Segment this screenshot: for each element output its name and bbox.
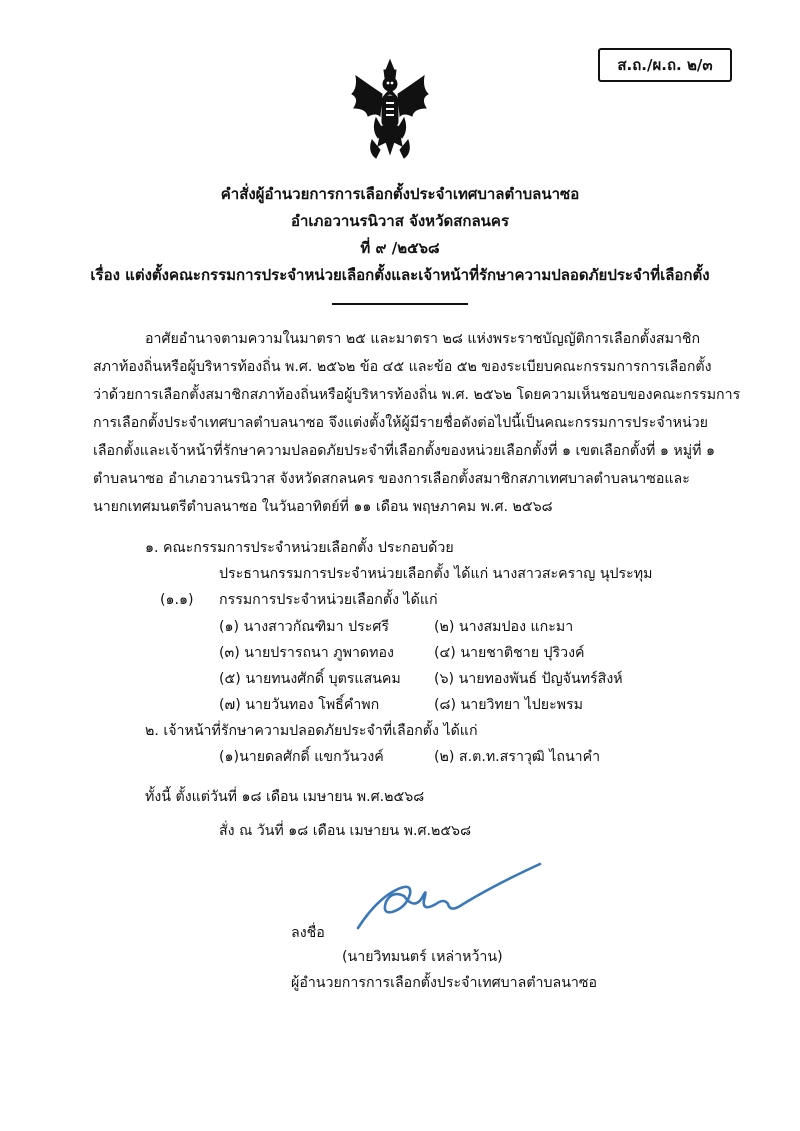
signer-position: ผู้อำนวยการการเลือกตั้งประจำเทศบาลตำบลนาซอ	[291, 975, 598, 991]
effective-date: ทั้งนี้ ตั้งแต่วันที่ ๑๘ เดือน เมษายน พ.ศ.๒๕๖๘	[145, 789, 425, 805]
order-date: สั่ง ณ วันที่ ๑๘ เดือน เมษายน พ.ศ.๒๕๖๘	[219, 823, 472, 839]
committee-member: (๔) นายชาติชาย ปุริวงค์	[434, 645, 585, 661]
body-line: นายกเทศมนตรีตำบลนาซอ ในวันอาทิตย์ที่ ๑๑ เดือน พฤษภาคม พ.ศ. ๒๕๖๘	[93, 499, 553, 515]
security-officer: (๑)นายดลศักดิ์ แขกวันวงค์	[219, 749, 384, 765]
district-province: อำเภอวานรนิวาส จังหวัดสกลนคร	[290, 212, 510, 230]
subsection-label: (๑.๑)	[160, 592, 194, 608]
body-line: ตำบลนาซอ อำเภอวานรนิวาส จังหวัดสกลนคร ของการเลือกตั้งสมาชิกสภาเทศบาลตำบลนาซอและ	[93, 471, 690, 487]
security-officer: (๒) ส.ต.ท.สราวุฒิ ไถนาคำ	[434, 749, 601, 765]
document-code-box	[598, 48, 732, 82]
body-line: สภาท้องถิ่นหรือผู้บริหารท้องถิ่น พ.ศ. ๒๕๖๒ ข้อ ๔๕ และข้อ ๕๒ ของระเบียบคณะกรรมการการเลือกตั้ง	[93, 359, 712, 375]
order-number: ที่ ๙ /๒๕๖๘	[360, 239, 440, 257]
committee-member: (๗) นายวันทอง โพธิ์คำพก	[219, 697, 380, 713]
signer-name: (นายวิทมนตร์ เหล่าหว้าน)	[342, 949, 503, 965]
section2-heading: ๒. เจ้าหน้าที่รักษาความปลอดภัยประจำที่เลือกตั้ง ได้แก่	[145, 723, 478, 739]
garuda-emblem-icon	[348, 58, 432, 162]
committee-member: (๓) นายปรารถนา ภูพาดทอง	[219, 645, 394, 661]
body-line: อาศัยอำนาจตามความในมาตรา ๒๕ และมาตรา ๒๘ แห่งพระราชบัญญัติการเลือกตั้งสมาชิก	[145, 331, 701, 347]
committee-member: (๕) นายทนงศักดิ์ บุตรแสนคม	[219, 671, 401, 687]
sign-label: ลงชื่อ	[291, 925, 325, 941]
body-line: การเลือกตั้งประจำเทศบาลตำบลนาซอ จึงแต่งตั้งให้ผู้มีรายชื่อดังต่อไปนี้เป็นคณะกรรมการประจำหน่วย	[93, 415, 708, 431]
subsection-text: กรรมการประจำหน่วยเลือกตั้ง ได้แก่	[219, 592, 438, 608]
committee-member: (๑) นางสาวกัณฑิมา ประศรี	[219, 619, 390, 635]
committee-member: (๘) นายวิทยา ไปยะพรม	[434, 697, 584, 713]
committee-member: (๖) นายทองพันธ์ ปัญจันทร์สิงห์	[434, 671, 623, 687]
order-subject: เรื่อง แต่งตั้งคณะกรรมการประจำหน่วยเลือกตั้งและเจ้าหน้าที่รักษาความปลอดภัยประจำที่เลือกตั้ง	[90, 266, 710, 284]
chairperson-line: ประธานกรรมการประจำหน่วยเลือกตั้ง ได้แก่ นางสาวสะคราญ นุประทุม	[219, 566, 653, 582]
body-line: ว่าด้วยการเลือกตั้งสมาชิกสภาท้องถิ่นหรือผู้บริหารท้องถิ่น พ.ศ. ๒๕๖๒ โดยความเห็นชอบของคณะกรรมการ	[93, 387, 741, 403]
signature-icon	[352, 860, 542, 932]
section1-heading: ๑. คณะกรรมการประจำหน่วยเลือกตั้ง ประกอบด้วย	[145, 540, 454, 556]
document-code: ส.ถ./ผ.ถ. ๒/๓	[617, 56, 713, 74]
order-title: คำสั่งผู้อำนวยการการเลือกตั้งประจำเทศบาลตำบลนาซอ	[220, 185, 580, 203]
committee-member: (๒) นางสมปอง แกะมา	[434, 619, 574, 635]
body-line: เลือกตั้งและเจ้าหน้าที่รักษาความปลอดภัยประจำที่เลือกตั้งของหน่วยเลือกตั้งที่ ๑ เขตเลือกตั้งที่ ๑ หมู่ที่ ๑	[93, 443, 715, 459]
title-divider	[332, 303, 468, 305]
